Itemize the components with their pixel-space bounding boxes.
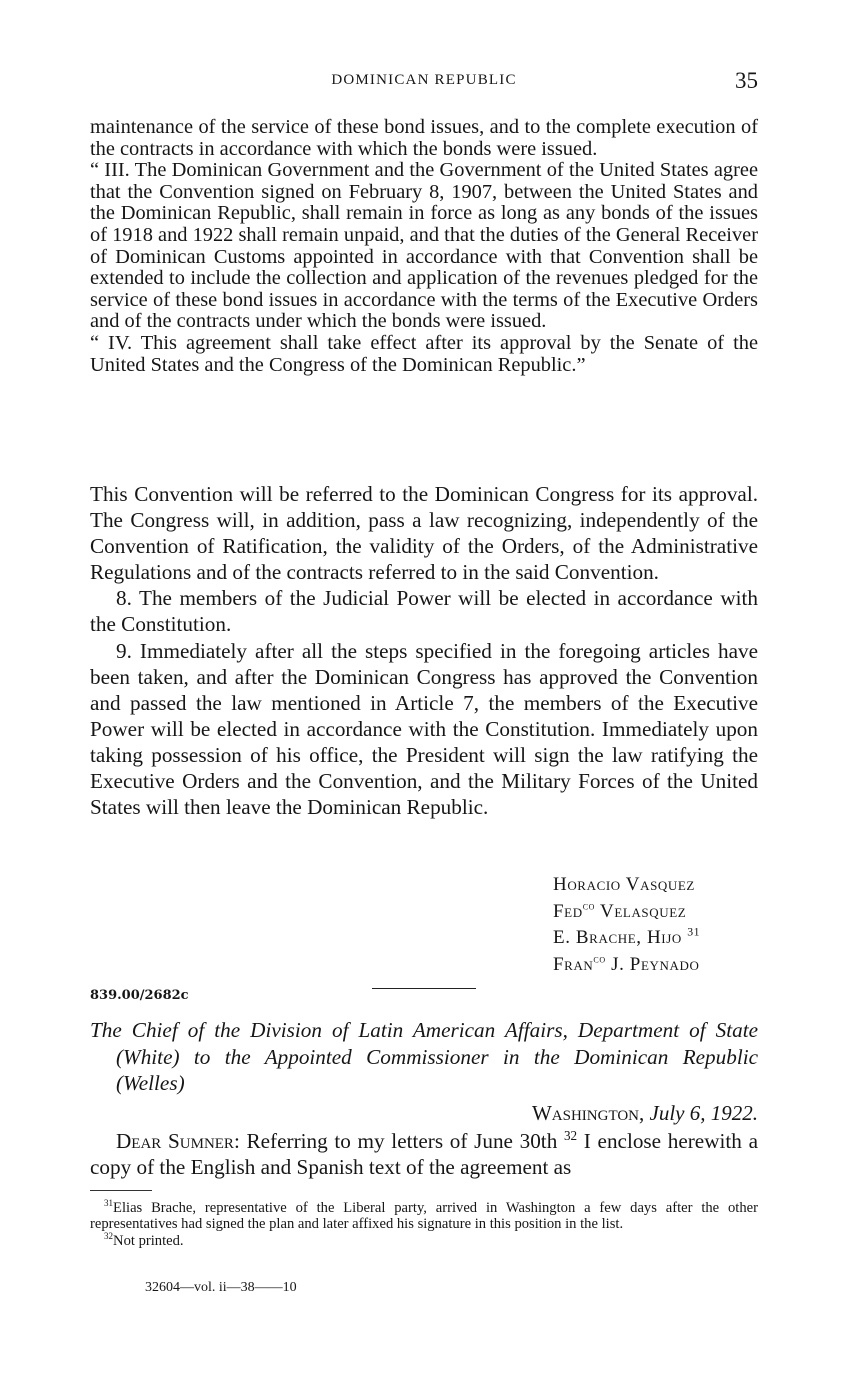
footnote-31: $^{31}$Elias Brache, representative of the Liberal party, arrived in Washington a few days after the other representatives had signed the plan and later affixed his signature in this position in the list.	[90, 1198, 758, 1233]
footnote-32: $^{32}$Not printed.	[104, 1230, 184, 1249]
paragraph-9: 9. Immediately after all the steps specified in the foregoing articles have been taken, and after the Dominican Congress has approved the Convention and passed the law mentioned in Article 7, the members of the Executive Power will be elected in accordance with the Constitution. Immediately upon taking possession of his office, the President will sign the law ratifying the Executive Orders and the Convention, and the Military Forces of the United States will then leave the Dominican Republic.	[90, 638, 758, 820]
quoted-continuation: maintenance of the service of these bond issues, and to the complete execution of the contracts in accordance with which the bonds were issued.	[90, 116, 758, 160]
convention-paragraph: This Convention will be referred to the Dominican Congress for its approval. The Congress will, in addition, pass a law recognizing, independently of the Convention of Ratification, the validity of the Orders, of the Administrative Regulations and of the contracts referred to in the said Convention.	[90, 482, 758, 585]
dateline-place: Washington,	[531, 1101, 645, 1125]
footnotes	[90, 1200, 758, 1249]
footnote-ref-31: 31	[687, 925, 701, 939]
page-number: 35	[735, 68, 758, 93]
signature-velasquez: Fed$^{co}$ Velasquez	[553, 899, 687, 922]
page-header	[90, 68, 758, 98]
section-divider	[372, 988, 476, 989]
signature-peynado: Fran$^{co}$ J. Peynado	[553, 952, 700, 975]
signature-vasquez: Horacio Vasquez	[553, 874, 695, 895]
article-iii: “ III. The Dominican Government and the Government of the United States agree that the Convention signed on February 8, 1907, between the United States and the Dominican Republic, shall remain in force as long as any bonds of the issues of 1918 and 1922 shall remain unpaid, and that the duties of the General Receiver of Dominican Customs appointed in accordance with that Convention shall be extended to include the collection and application of the revenues pledged for the service of these bond issues in accordance with the terms of the Executive Orders and of the contracts under which the bonds were issued.	[90, 159, 758, 333]
print-code: 32604—vol. ii—38——10	[145, 1280, 297, 1295]
footnote-ref-32: 32	[563, 1127, 578, 1143]
signature-block	[553, 872, 700, 978]
letter-opening: Dear Sumner: Referring to my letters of June 30th $^{32}$ I enclose herewith a copy of the English and Spanish text of the agreement as	[90, 1127, 758, 1180]
dateline	[532, 1101, 758, 1126]
signature-brache: E. Brache, Hijo $^{31}$	[553, 925, 701, 948]
footnote-divider	[90, 1190, 152, 1191]
body-text	[90, 481, 758, 820]
article-iv: “ IV. This agreement shall take effect after its approval by the Senate of the United States and the Congress of the Dominican Republic.”	[90, 331, 758, 376]
salutation: Dear Sumner:	[116, 1129, 240, 1153]
running-title: DOMINICAN REPUBLIC	[331, 72, 517, 88]
file-reference: 839.00/2682c	[90, 988, 189, 1003]
document-title: The Chief of the Division of Latin American Affairs, Department of State (White) to the Appointed Commissioner in the Dominican Republic (Welles)	[90, 1018, 758, 1095]
paragraph-8: 8. The members of the Judicial Power will be elected in accordance with the Constitution.	[90, 586, 758, 637]
dateline-date: July 6, 1922.	[649, 1101, 758, 1125]
quoted-agreement-text	[90, 117, 758, 376]
